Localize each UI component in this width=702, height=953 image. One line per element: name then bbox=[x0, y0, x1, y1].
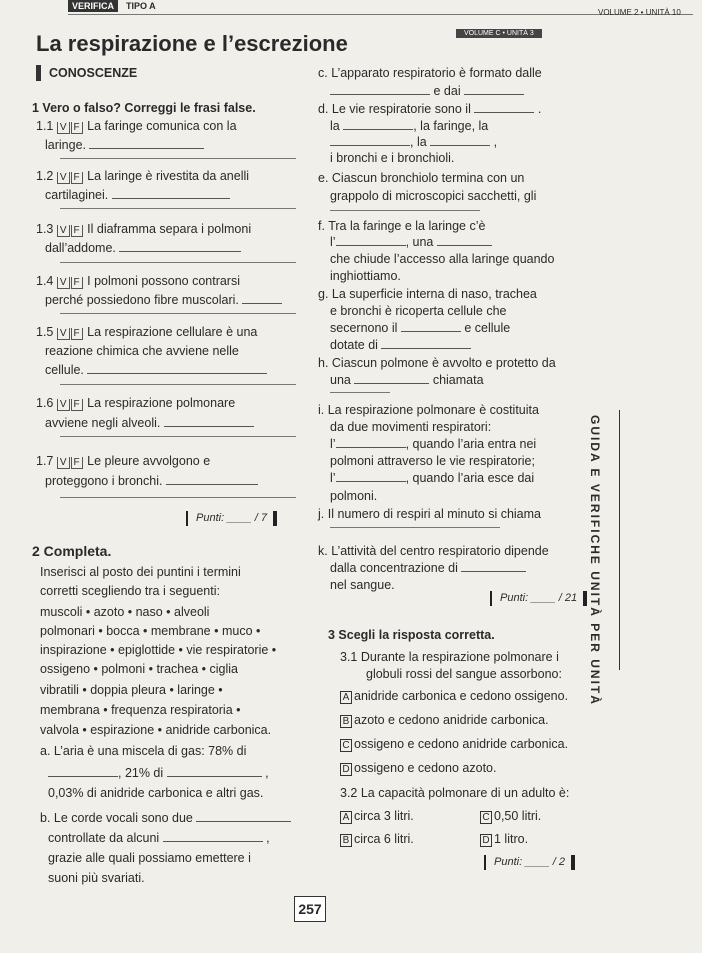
ex2-k-line2: dalla concentrazione di bbox=[330, 562, 526, 575]
ex2-a-line2: , 21% di , bbox=[48, 767, 269, 780]
question-3-1: 3.1 Durante la respirazione polmonare i bbox=[340, 650, 559, 664]
option-3-2-a[interactable]: A circa 3 litri. bbox=[340, 810, 414, 824]
ex2-i-line1: i. La respirazione polmonare è costituita bbox=[318, 403, 539, 417]
item-1-1: 1.1 V F La faringe comunica con la bbox=[36, 119, 237, 133]
exercise-2-title: 2 Completa. bbox=[32, 543, 112, 559]
item-1-2-line2: cartilaginei. bbox=[45, 189, 230, 202]
exercise-3-title: 3 Scegli la risposta corretta. bbox=[328, 628, 495, 642]
ex2-h-line2: una chiamata bbox=[330, 373, 484, 387]
ex2-instruction-2: corretti scegliendo tra i seguenti: bbox=[40, 584, 220, 598]
question-3-1-line2: globuli rossi del sangue assorbono: bbox=[366, 667, 562, 681]
volume-subbadge: VOLUME C • UNITÀ 3 bbox=[456, 29, 542, 38]
conoscenze-marker bbox=[36, 65, 41, 81]
ex2-e-line1: e. Ciascun bronchiolo termina con un bbox=[318, 171, 525, 185]
score-ex1: Punti: ____ / 7 bbox=[186, 511, 277, 526]
word-bank-line: inspirazione • epiglottide • vie respiratorie • bbox=[40, 643, 277, 657]
word-bank-line: valvola • espirazione • anidride carbonica. bbox=[40, 723, 272, 737]
ex2-c-line2: e dai bbox=[330, 85, 524, 98]
ex2-instruction-1: Inserisci al posto dei puntini i termini bbox=[40, 565, 241, 579]
true-false-toggle[interactable]: F bbox=[71, 122, 83, 134]
ex2-i-line4: polmoni attraverso le vie respiratorie; bbox=[330, 454, 535, 468]
ex2-b-line4: suoni più svariati. bbox=[48, 871, 145, 885]
option-3-1-c[interactable]: C ossigeno e cedono anidride carbonica. bbox=[340, 738, 568, 752]
section-conoscenze: CONOSCENZE bbox=[49, 66, 138, 80]
ex2-g-line1: g. La superficie interna di naso, trachea bbox=[318, 287, 537, 301]
ex2-b-line1: b. Le corde vocali sono due bbox=[40, 812, 291, 825]
question-3-2: 3.2 La capacità polmonare di un adulto è: bbox=[340, 786, 570, 800]
ex2-k-line3: nel sangue. bbox=[330, 578, 395, 592]
option-3-2-c[interactable]: C 0,50 litri. bbox=[480, 810, 541, 824]
true-false-toggle[interactable]: V bbox=[57, 399, 70, 411]
true-false-toggle[interactable]: V bbox=[57, 122, 70, 134]
item-1-6-line2: avviene negli alveoli. bbox=[45, 417, 254, 430]
ex2-a-line1: a. L’aria è una miscela di gas: 78% di bbox=[40, 744, 247, 758]
option-3-1-b[interactable]: B azoto e cedono anidride carbonica. bbox=[340, 714, 549, 728]
ex2-i-line3: l’ , quando l’aria entra nei bbox=[330, 437, 537, 451]
tipo-badge: TIPO A bbox=[126, 1, 156, 11]
item-1-1-line2: laringe. bbox=[45, 139, 204, 152]
ex2-g-line2: e bronchi è ricoperta cellule che bbox=[330, 304, 507, 318]
item-1-3: 1.3 V F Il diaframma separa i polmoni bbox=[36, 222, 252, 236]
ex2-i-line6: polmoni. bbox=[330, 489, 378, 503]
word-bank-line: ossigeno • polmoni • trachea • ciglia bbox=[40, 662, 238, 676]
score-ex3: Punti: ____ / 2 bbox=[484, 855, 575, 870]
score-ex2: Punti: ____ / 21 bbox=[490, 591, 587, 606]
ex2-b-line2: controllate da alcuni , bbox=[48, 831, 270, 845]
page-number: 257 bbox=[294, 896, 326, 922]
ex2-d-line3: , la , bbox=[330, 136, 497, 149]
option-3-2-b[interactable]: B circa 6 litri. bbox=[340, 833, 414, 847]
true-false-toggle[interactable]: F bbox=[71, 277, 83, 289]
true-false-toggle[interactable]: F bbox=[71, 399, 83, 411]
ex2-f-line4: inghiottiamo. bbox=[330, 269, 401, 283]
ex2-f-line3: che chiude l’accesso alla laringe quando bbox=[330, 252, 555, 266]
ex2-k-line1: k. L’attività del centro respiratorio dipende bbox=[318, 544, 549, 558]
item-1-4: 1.4 V F I polmoni possono contrarsi bbox=[36, 274, 240, 288]
ex2-j-line1: j. Il numero di respiri al minuto si chiama bbox=[318, 507, 541, 521]
true-false-toggle[interactable]: F bbox=[71, 172, 83, 184]
item-1-7: 1.7 V F Le pleure avvolgono e bbox=[36, 454, 211, 468]
verifica-badge: VERIFICA bbox=[68, 0, 118, 12]
item-1-7-line2: proteggono i bronchi. bbox=[45, 475, 258, 488]
ex2-i-line5: l’ , quando l’aria esce dai bbox=[330, 471, 535, 485]
true-false-toggle[interactable]: F bbox=[71, 328, 83, 340]
side-tab: GUIDA E VERIFICHE UNITÀ PER UNITÀ bbox=[588, 415, 602, 706]
ex2-f-line1: f. Tra la faringe e la laringe c’è bbox=[318, 219, 486, 233]
side-tab-bar bbox=[619, 410, 620, 670]
ex2-c-line1: c. L’apparato respiratorio è formato dalle bbox=[318, 66, 542, 80]
true-false-toggle[interactable]: F bbox=[71, 225, 83, 237]
ex2-d-line2: la , la faringe, la bbox=[330, 119, 489, 133]
option-3-1-d[interactable]: D ossigeno e cedono azoto. bbox=[340, 762, 496, 776]
ex2-d-line1: d. Le vie respiratorie sono il . bbox=[318, 102, 542, 116]
true-false-toggle[interactable]: V bbox=[57, 328, 70, 340]
item-1-5: 1.5 V F La respirazione cellulare è una bbox=[36, 325, 258, 339]
ex2-b-line3: grazie alle quali possiamo emettere i bbox=[48, 851, 251, 865]
word-bank-line: muscoli • azoto • naso • alveoli bbox=[40, 605, 210, 619]
ex2-f-line2: l’ , una bbox=[330, 236, 492, 249]
item-1-4-line2: perché possiedono fibre muscolari. bbox=[45, 294, 282, 307]
item-1-6: 1.6 V F La respirazione polmonare bbox=[36, 396, 236, 410]
item-1-2: 1.2 V F La laringe è rivestita da anelli bbox=[36, 169, 250, 183]
option-3-1-a[interactable]: A anidride carbonica e cedono ossigeno. bbox=[340, 690, 568, 704]
volume-label: VOLUME 2 • UNITÀ 10 bbox=[598, 8, 681, 17]
item-1-3-line2: dall’addome. bbox=[45, 242, 241, 255]
ex2-e-line2: grappolo di microscopici sacchetti, gli bbox=[330, 189, 537, 203]
page-title: La respirazione e l’escrezione bbox=[36, 31, 348, 56]
ex2-g-line3: secernono il e cellule bbox=[330, 321, 511, 335]
exercise-1-title: 1 Vero o falso? Correggi le frasi false. bbox=[32, 101, 256, 115]
ex2-g-line4: dotate di bbox=[330, 339, 471, 352]
ex2-i-line2: da due movimenti respiratori: bbox=[330, 420, 492, 434]
ex2-a-line3: 0,03% di anidride carbonica e altri gas. bbox=[48, 786, 264, 800]
ex2-d-line4: i bronchi e i bronchioli. bbox=[330, 151, 455, 165]
ex2-h-line1: h. Ciascun polmone è avvolto e protetto da bbox=[318, 356, 556, 370]
item-1-5-line2: reazione chimica che avviene nelle bbox=[45, 344, 239, 358]
true-false-toggle[interactable]: F bbox=[71, 457, 83, 469]
true-false-toggle[interactable]: V bbox=[57, 457, 70, 469]
word-bank-line: vibratili • doppia pleura • laringe • bbox=[40, 683, 223, 697]
item-1-5-line3: cellule. bbox=[45, 364, 267, 377]
option-3-2-d[interactable]: D 1 litro. bbox=[480, 833, 528, 847]
true-false-toggle[interactable]: V bbox=[57, 277, 70, 289]
true-false-toggle[interactable]: V bbox=[57, 172, 70, 184]
word-bank-line: membrana • frequenza respiratoria • bbox=[40, 703, 241, 717]
true-false-toggle[interactable]: V bbox=[57, 225, 70, 237]
word-bank-line: polmonari • bocca • membrane • muco • bbox=[40, 624, 261, 638]
